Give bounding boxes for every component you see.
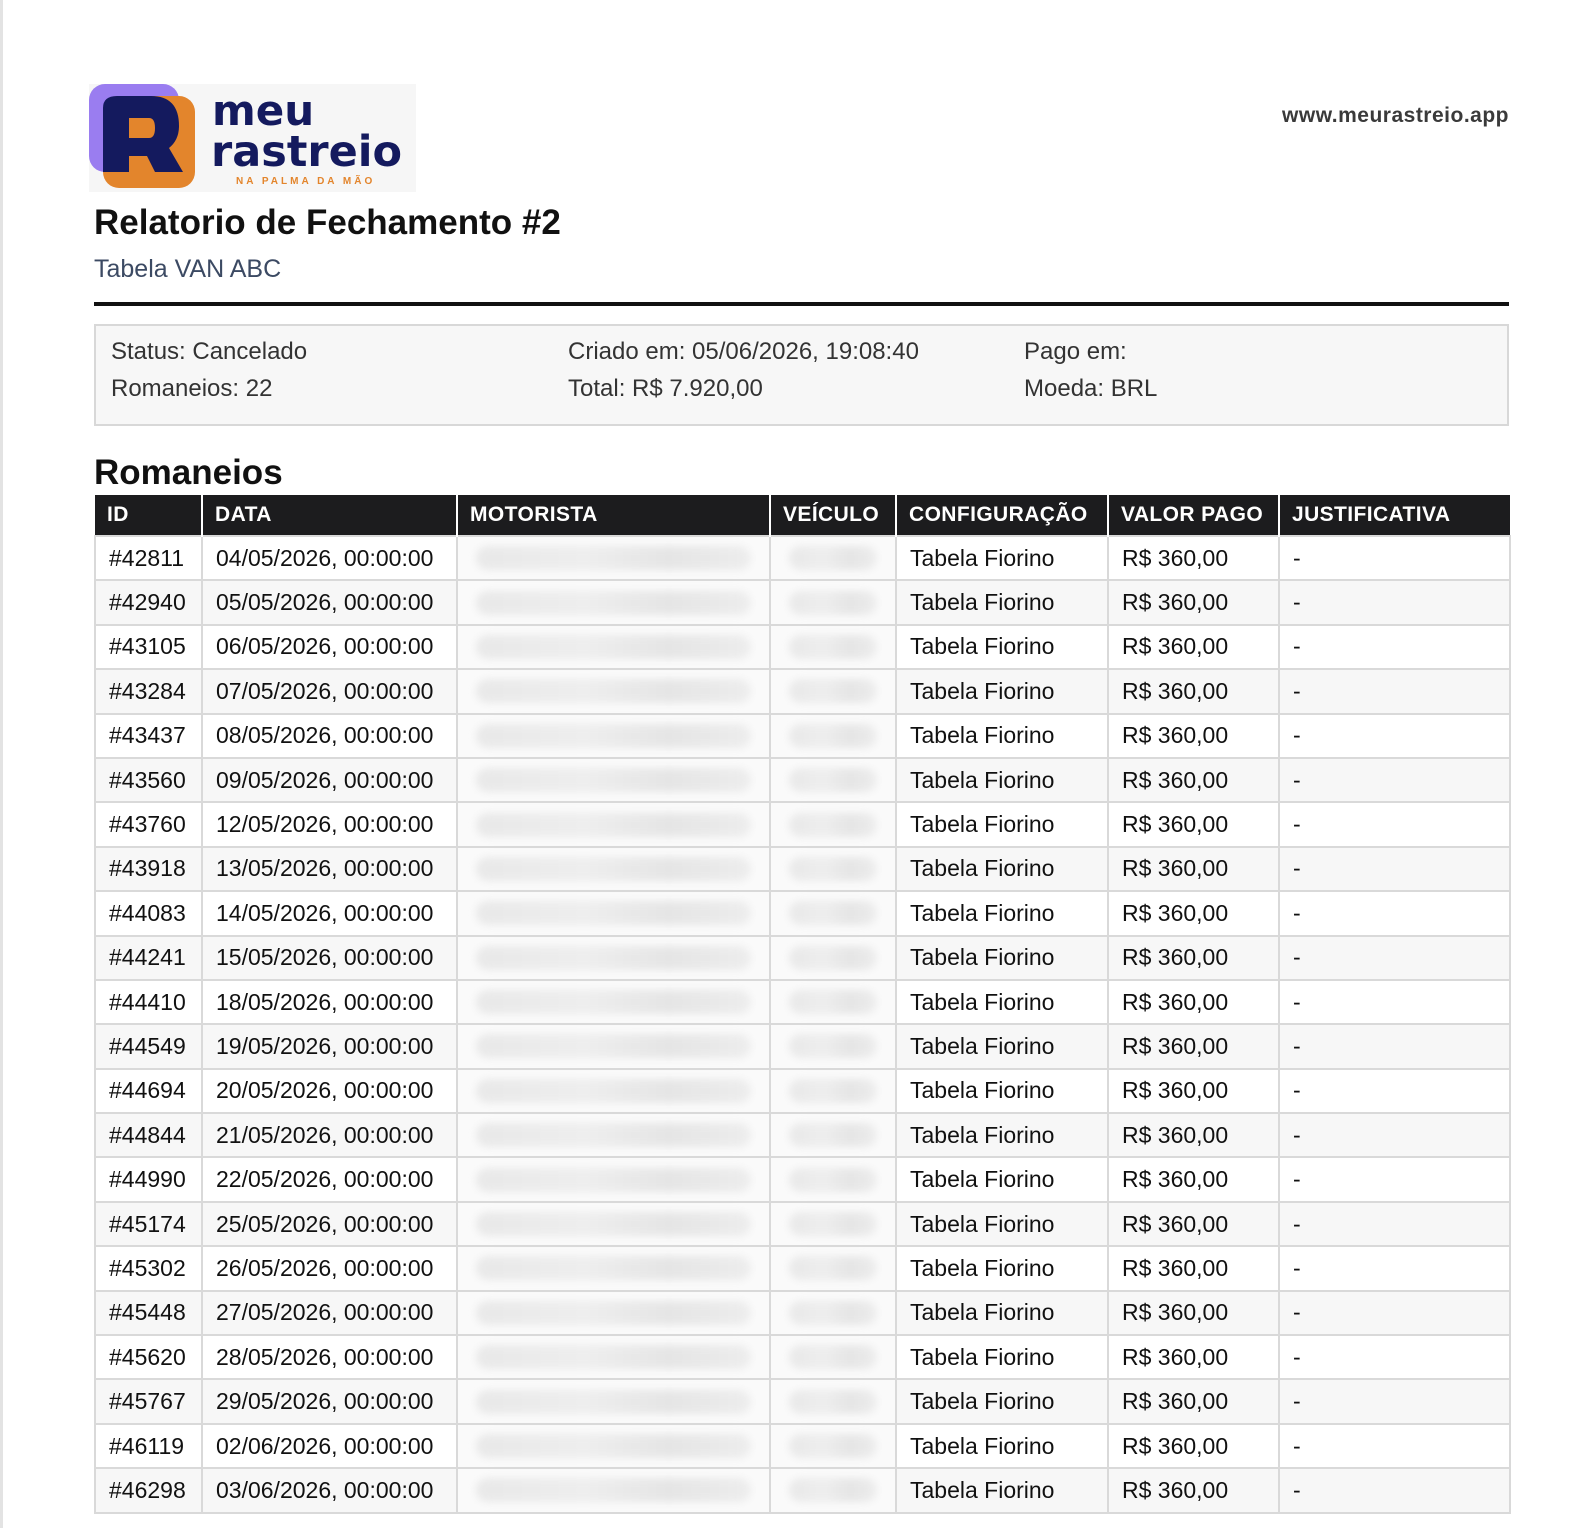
redacted-blur bbox=[789, 1123, 877, 1147]
cell-config: Tabela Fiorino bbox=[896, 1113, 1108, 1157]
cell-id: #42940 bbox=[95, 580, 202, 624]
cell-driver-redacted bbox=[457, 758, 770, 802]
cell-amount: R$ 360,00 bbox=[1108, 891, 1279, 935]
table-row bbox=[95, 936, 1510, 980]
redacted-blur bbox=[476, 1345, 751, 1369]
redacted-blur bbox=[789, 1212, 877, 1236]
redacted-blur bbox=[789, 1478, 877, 1502]
cell-vehicle-redacted bbox=[770, 847, 896, 891]
cell-date: 15/05/2026, 00:00:00 bbox=[202, 936, 457, 980]
cell-date: 13/05/2026, 00:00:00 bbox=[202, 847, 457, 891]
cell-vehicle-redacted bbox=[770, 536, 896, 580]
cell-vehicle-redacted bbox=[770, 714, 896, 758]
redacted-blur bbox=[789, 901, 877, 925]
cell-justification: - bbox=[1279, 802, 1510, 846]
col-config-header: CONFIGURAÇÃO bbox=[896, 495, 1108, 536]
table-body bbox=[95, 536, 1510, 1513]
table-row bbox=[95, 1202, 1510, 1246]
cell-date: 19/05/2026, 00:00:00 bbox=[202, 1024, 457, 1068]
cell-justification: - bbox=[1279, 936, 1510, 980]
cell-vehicle-redacted bbox=[770, 1424, 896, 1468]
cell-driver-redacted bbox=[457, 1157, 770, 1201]
redacted-blur bbox=[476, 1212, 751, 1236]
cell-config: Tabela Fiorino bbox=[896, 936, 1108, 980]
cell-date: 07/05/2026, 00:00:00 bbox=[202, 669, 457, 713]
redacted-blur bbox=[476, 768, 751, 792]
cell-date: 03/06/2026, 00:00:00 bbox=[202, 1468, 457, 1512]
summary-created-at: Criado em: 05/06/2026, 19:08:40 bbox=[568, 338, 919, 365]
cell-config: Tabela Fiorino bbox=[896, 1069, 1108, 1113]
table-row bbox=[95, 1424, 1510, 1468]
cell-id: #46298 bbox=[95, 1468, 202, 1512]
cell-justification: - bbox=[1279, 1157, 1510, 1201]
table-row bbox=[95, 714, 1510, 758]
redacted-blur bbox=[789, 1256, 877, 1280]
redacted-blur bbox=[789, 546, 877, 570]
page-edge bbox=[0, 0, 3, 1528]
cell-id: #42811 bbox=[95, 536, 202, 580]
redacted-blur bbox=[789, 724, 877, 748]
report-header bbox=[89, 84, 1509, 194]
redacted-blur bbox=[476, 679, 751, 703]
cell-id: #45767 bbox=[95, 1379, 202, 1423]
table-row bbox=[95, 1246, 1510, 1290]
redacted-blur bbox=[789, 857, 877, 881]
redacted-blur bbox=[476, 546, 751, 570]
summary-paid-at: Pago em: bbox=[1024, 338, 1127, 365]
table-row bbox=[95, 802, 1510, 846]
cell-driver-redacted bbox=[457, 625, 770, 669]
cell-amount: R$ 360,00 bbox=[1108, 1157, 1279, 1201]
col-amount-header: VALOR PAGO bbox=[1108, 495, 1279, 536]
redacted-blur bbox=[476, 813, 751, 837]
cell-justification: - bbox=[1279, 1202, 1510, 1246]
cell-amount: R$ 360,00 bbox=[1108, 1069, 1279, 1113]
cell-date: 05/05/2026, 00:00:00 bbox=[202, 580, 457, 624]
cell-id: #45302 bbox=[95, 1246, 202, 1290]
cell-config: Tabela Fiorino bbox=[896, 580, 1108, 624]
logo-tagline: NA PALMA DA MÃO bbox=[236, 176, 376, 187]
summary-status: Status: Cancelado bbox=[111, 338, 308, 365]
cell-driver-redacted bbox=[457, 1246, 770, 1290]
redacted-blur bbox=[789, 768, 877, 792]
table-row bbox=[95, 847, 1510, 891]
site-url[interactable]: www.meurastreio.app bbox=[1282, 104, 1509, 127]
cell-justification: - bbox=[1279, 1291, 1510, 1335]
brand-logo bbox=[89, 84, 416, 192]
cell-date: 04/05/2026, 00:00:00 bbox=[202, 536, 457, 580]
cell-amount: R$ 360,00 bbox=[1108, 936, 1279, 980]
cell-amount: R$ 360,00 bbox=[1108, 1379, 1279, 1423]
cell-justification: - bbox=[1279, 891, 1510, 935]
redacted-blur bbox=[476, 591, 751, 615]
cell-config: Tabela Fiorino bbox=[896, 758, 1108, 802]
cell-id: #44844 bbox=[95, 1113, 202, 1157]
cell-amount: R$ 360,00 bbox=[1108, 1024, 1279, 1068]
logo-r-icon bbox=[89, 84, 199, 192]
cell-amount: R$ 360,00 bbox=[1108, 847, 1279, 891]
logo-word-meu: meu bbox=[212, 86, 315, 135]
cell-config: Tabela Fiorino bbox=[896, 1202, 1108, 1246]
table-row bbox=[95, 1024, 1510, 1068]
cell-driver-redacted bbox=[457, 536, 770, 580]
cell-config: Tabela Fiorino bbox=[896, 847, 1108, 891]
cell-id: #43437 bbox=[95, 714, 202, 758]
table-row bbox=[95, 625, 1510, 669]
redacted-blur bbox=[789, 1168, 877, 1192]
cell-driver-redacted bbox=[457, 802, 770, 846]
table-row bbox=[95, 1468, 1510, 1512]
table-row bbox=[95, 1069, 1510, 1113]
redacted-blur bbox=[476, 1390, 751, 1414]
redacted-blur bbox=[789, 1345, 877, 1369]
redacted-blur bbox=[476, 990, 751, 1014]
cell-vehicle-redacted bbox=[770, 1246, 896, 1290]
redacted-blur bbox=[789, 1434, 877, 1458]
cell-justification: - bbox=[1279, 1069, 1510, 1113]
cell-driver-redacted bbox=[457, 1024, 770, 1068]
cell-config: Tabela Fiorino bbox=[896, 1468, 1108, 1512]
cell-vehicle-redacted bbox=[770, 1157, 896, 1201]
redacted-blur bbox=[476, 1478, 751, 1502]
summary-total: Total: R$ 7.920,00 bbox=[568, 375, 763, 402]
col-vehicle-header: VEÍCULO bbox=[770, 495, 896, 536]
redacted-blur bbox=[789, 1079, 877, 1103]
redacted-blur bbox=[789, 679, 877, 703]
cell-amount: R$ 360,00 bbox=[1108, 1424, 1279, 1468]
cell-amount: R$ 360,00 bbox=[1108, 802, 1279, 846]
cell-vehicle-redacted bbox=[770, 1113, 896, 1157]
cell-amount: R$ 360,00 bbox=[1108, 669, 1279, 713]
cell-justification: - bbox=[1279, 1424, 1510, 1468]
cell-justification: - bbox=[1279, 1335, 1510, 1379]
cell-id: #44990 bbox=[95, 1157, 202, 1201]
cell-amount: R$ 360,00 bbox=[1108, 980, 1279, 1024]
cell-justification: - bbox=[1279, 714, 1510, 758]
redacted-blur bbox=[789, 591, 877, 615]
redacted-blur bbox=[476, 724, 751, 748]
cell-driver-redacted bbox=[457, 1291, 770, 1335]
cell-driver-redacted bbox=[457, 1335, 770, 1379]
cell-vehicle-redacted bbox=[770, 580, 896, 624]
cell-id: #46119 bbox=[95, 1424, 202, 1468]
table-row bbox=[95, 1157, 1510, 1201]
cell-id: #43918 bbox=[95, 847, 202, 891]
redacted-blur bbox=[476, 1123, 751, 1147]
cell-config: Tabela Fiorino bbox=[896, 1246, 1108, 1290]
cell-config: Tabela Fiorino bbox=[896, 1291, 1108, 1335]
redacted-blur bbox=[476, 1034, 751, 1058]
cell-config: Tabela Fiorino bbox=[896, 1157, 1108, 1201]
redacted-blur bbox=[476, 1168, 751, 1192]
cell-date: 28/05/2026, 00:00:00 bbox=[202, 1335, 457, 1379]
cell-id: #44083 bbox=[95, 891, 202, 935]
cell-config: Tabela Fiorino bbox=[896, 891, 1108, 935]
cell-justification: - bbox=[1279, 625, 1510, 669]
cell-config: Tabela Fiorino bbox=[896, 714, 1108, 758]
col-id-header: ID bbox=[95, 495, 202, 536]
cell-driver-redacted bbox=[457, 1424, 770, 1468]
redacted-blur bbox=[789, 1301, 877, 1325]
redacted-blur bbox=[476, 857, 751, 881]
cell-id: #45448 bbox=[95, 1291, 202, 1335]
redacted-blur bbox=[476, 1434, 751, 1458]
cell-amount: R$ 360,00 bbox=[1108, 536, 1279, 580]
col-driver-header: MOTORISTA bbox=[457, 495, 770, 536]
table-row bbox=[95, 1113, 1510, 1157]
cell-date: 27/05/2026, 00:00:00 bbox=[202, 1291, 457, 1335]
cell-justification: - bbox=[1279, 669, 1510, 713]
table-row bbox=[95, 1291, 1510, 1335]
cell-config: Tabela Fiorino bbox=[896, 536, 1108, 580]
cell-id: #44241 bbox=[95, 936, 202, 980]
cell-config: Tabela Fiorino bbox=[896, 802, 1108, 846]
cell-vehicle-redacted bbox=[770, 891, 896, 935]
cell-vehicle-redacted bbox=[770, 1379, 896, 1423]
logo-word-rastreio: rastreio bbox=[211, 127, 403, 177]
cell-config: Tabela Fiorino bbox=[896, 1424, 1108, 1468]
report-subtitle: Tabela VAN ABC bbox=[94, 255, 282, 283]
cell-driver-redacted bbox=[457, 1202, 770, 1246]
table-header bbox=[95, 495, 1510, 536]
table-row bbox=[95, 580, 1510, 624]
cell-date: 18/05/2026, 00:00:00 bbox=[202, 980, 457, 1024]
summary-box bbox=[94, 324, 1509, 426]
section-title-romaneios: Romaneios bbox=[94, 453, 283, 492]
cell-driver-redacted bbox=[457, 936, 770, 980]
cell-vehicle-redacted bbox=[770, 936, 896, 980]
cell-vehicle-redacted bbox=[770, 1069, 896, 1113]
redacted-blur bbox=[476, 1256, 751, 1280]
cell-config: Tabela Fiorino bbox=[896, 1335, 1108, 1379]
cell-config: Tabela Fiorino bbox=[896, 1379, 1108, 1423]
summary-romaneios-count: Romaneios: 22 bbox=[111, 375, 273, 402]
cell-driver-redacted bbox=[457, 714, 770, 758]
cell-justification: - bbox=[1279, 980, 1510, 1024]
cell-date: 08/05/2026, 00:00:00 bbox=[202, 714, 457, 758]
cell-date: 12/05/2026, 00:00:00 bbox=[202, 802, 457, 846]
cell-config: Tabela Fiorino bbox=[896, 669, 1108, 713]
cell-driver-redacted bbox=[457, 669, 770, 713]
cell-justification: - bbox=[1279, 1113, 1510, 1157]
redacted-blur bbox=[476, 901, 751, 925]
cell-id: #45174 bbox=[95, 1202, 202, 1246]
table-row bbox=[95, 536, 1510, 580]
cell-justification: - bbox=[1279, 758, 1510, 802]
cell-id: #43560 bbox=[95, 758, 202, 802]
cell-amount: R$ 360,00 bbox=[1108, 1246, 1279, 1290]
redacted-blur bbox=[789, 813, 877, 837]
cell-driver-redacted bbox=[457, 1468, 770, 1512]
redacted-blur bbox=[476, 1301, 751, 1325]
cell-driver-redacted bbox=[457, 980, 770, 1024]
cell-driver-redacted bbox=[457, 1069, 770, 1113]
cell-driver-redacted bbox=[457, 847, 770, 891]
redacted-blur bbox=[476, 635, 751, 659]
table-row bbox=[95, 980, 1510, 1024]
title-divider bbox=[94, 302, 1509, 306]
cell-id: #43284 bbox=[95, 669, 202, 713]
cell-amount: R$ 360,00 bbox=[1108, 1202, 1279, 1246]
cell-justification: - bbox=[1279, 1246, 1510, 1290]
cell-date: 14/05/2026, 00:00:00 bbox=[202, 891, 457, 935]
cell-vehicle-redacted bbox=[770, 1202, 896, 1246]
cell-justification: - bbox=[1279, 580, 1510, 624]
cell-date: 29/05/2026, 00:00:00 bbox=[202, 1379, 457, 1423]
table-row bbox=[95, 1335, 1510, 1379]
col-justification-header: JUSTIFICATIVA bbox=[1279, 495, 1510, 536]
col-date-header: DATA bbox=[202, 495, 457, 536]
cell-config: Tabela Fiorino bbox=[896, 980, 1108, 1024]
cell-date: 21/05/2026, 00:00:00 bbox=[202, 1113, 457, 1157]
cell-vehicle-redacted bbox=[770, 980, 896, 1024]
cell-id: #44410 bbox=[95, 980, 202, 1024]
cell-justification: - bbox=[1279, 847, 1510, 891]
cell-date: 26/05/2026, 00:00:00 bbox=[202, 1246, 457, 1290]
cell-justification: - bbox=[1279, 1379, 1510, 1423]
cell-justification: - bbox=[1279, 1024, 1510, 1068]
cell-vehicle-redacted bbox=[770, 1291, 896, 1335]
cell-vehicle-redacted bbox=[770, 669, 896, 713]
table-row bbox=[95, 758, 1510, 802]
table-row bbox=[95, 669, 1510, 713]
cell-amount: R$ 360,00 bbox=[1108, 580, 1279, 624]
cell-driver-redacted bbox=[457, 1379, 770, 1423]
redacted-blur bbox=[789, 946, 877, 970]
cell-date: 22/05/2026, 00:00:00 bbox=[202, 1157, 457, 1201]
cell-id: #45620 bbox=[95, 1335, 202, 1379]
cell-amount: R$ 360,00 bbox=[1108, 1335, 1279, 1379]
cell-amount: R$ 360,00 bbox=[1108, 625, 1279, 669]
cell-driver-redacted bbox=[457, 1113, 770, 1157]
redacted-blur bbox=[789, 990, 877, 1014]
cell-vehicle-redacted bbox=[770, 625, 896, 669]
cell-amount: R$ 360,00 bbox=[1108, 1291, 1279, 1335]
cell-vehicle-redacted bbox=[770, 1024, 896, 1068]
cell-justification: - bbox=[1279, 536, 1510, 580]
cell-id: #43105 bbox=[95, 625, 202, 669]
redacted-blur bbox=[789, 635, 877, 659]
redacted-blur bbox=[789, 1034, 877, 1058]
cell-date: 06/05/2026, 00:00:00 bbox=[202, 625, 457, 669]
cell-driver-redacted bbox=[457, 580, 770, 624]
report-title: Relatorio de Fechamento #2 bbox=[94, 203, 561, 242]
cell-amount: R$ 360,00 bbox=[1108, 1113, 1279, 1157]
cell-date: 02/06/2026, 00:00:00 bbox=[202, 1424, 457, 1468]
redacted-blur bbox=[476, 946, 751, 970]
cell-vehicle-redacted bbox=[770, 802, 896, 846]
cell-vehicle-redacted bbox=[770, 1468, 896, 1512]
cell-amount: R$ 360,00 bbox=[1108, 758, 1279, 802]
cell-date: 20/05/2026, 00:00:00 bbox=[202, 1069, 457, 1113]
table-row bbox=[95, 1379, 1510, 1423]
cell-id: #44694 bbox=[95, 1069, 202, 1113]
cell-vehicle-redacted bbox=[770, 1335, 896, 1379]
romaneios-table bbox=[94, 495, 1511, 1514]
cell-date: 25/05/2026, 00:00:00 bbox=[202, 1202, 457, 1246]
table-row bbox=[95, 891, 1510, 935]
cell-id: #44549 bbox=[95, 1024, 202, 1068]
cell-config: Tabela Fiorino bbox=[896, 1024, 1108, 1068]
redacted-blur bbox=[789, 1390, 877, 1414]
cell-amount: R$ 360,00 bbox=[1108, 714, 1279, 758]
cell-vehicle-redacted bbox=[770, 758, 896, 802]
cell-id: #43760 bbox=[95, 802, 202, 846]
cell-date: 09/05/2026, 00:00:00 bbox=[202, 758, 457, 802]
cell-justification: - bbox=[1279, 1468, 1510, 1512]
cell-driver-redacted bbox=[457, 891, 770, 935]
summary-currency: Moeda: BRL bbox=[1024, 375, 1158, 402]
cell-amount: R$ 360,00 bbox=[1108, 1468, 1279, 1512]
redacted-blur bbox=[476, 1079, 751, 1103]
cell-config: Tabela Fiorino bbox=[896, 625, 1108, 669]
